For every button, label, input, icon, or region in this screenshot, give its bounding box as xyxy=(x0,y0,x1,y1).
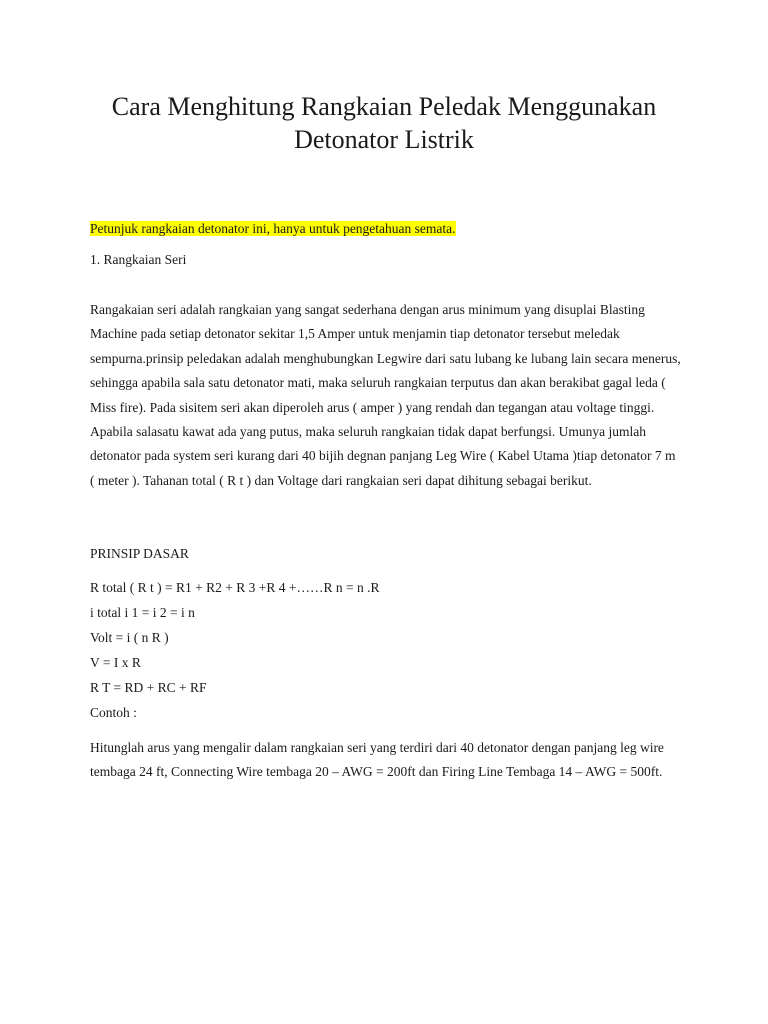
formula-list xyxy=(90,575,379,725)
highlighted-notice: Petunjuk rangkaian detonator ini, hanya untuk pengetahuan semata. xyxy=(90,221,456,236)
title-line-2: Detonator Listrik xyxy=(294,125,474,154)
notice-line xyxy=(90,220,456,238)
formula-line: V = I x R xyxy=(90,655,141,670)
page-title xyxy=(60,90,708,156)
formula-line: Volt = i ( n R ) xyxy=(90,630,169,645)
prinsip-dasar-heading: PRINSIP DASAR xyxy=(90,546,189,561)
example-label: Contoh : xyxy=(90,705,137,720)
paragraph-example: Hitunglah arus yang mengalir dalam rangkaian seri yang terdiri dari 40 detonator dengan panjang leg wire tembaga 24 ft, Connecting Wire tembaga 20 – AWG = 200ft dan Firing Line Tembaga 14 – AWG = 500ft. xyxy=(90,740,664,780)
formula-line: R total ( R t ) = R1 + R2 + R 3 +R 4 +……R n = n .R xyxy=(90,580,380,595)
paragraph-series-circuit: Rangakaian seri adalah rangkaian yang sangat sederhana dengan arus minimum yang disuplai Blasting Machine pada setiap detonator sekitar 1,5 Amper untuk menjamin tiap detonator tersebut meledak sempurna.prinsip peledakan adalah menghubungkan Legwire dari satu lubang ke lubang lain secara menerus, sehingga apabila sala satu detonator mati, maka seluruh rangkaian terputus dan akan berakibat gagal leda ( Miss fire). Pada sisitem seri akan diperoleh arus ( amper ) yang rendah dan tegangan atau voltage tinggi. Apabila salasatu kawat ada yang putus, maka seluruh rangkaian tidak dapat berfungsi. Umunya jumlah detonator pada system seri kurang dari 40 bijih degnan panjang Leg Wire ( Kabel Utama )tiap detonator 7 m ( meter ). Tahanan total ( R t ) dan Voltage dari rangkaian seri dapat dihitung sebagai berikut. xyxy=(90,302,681,488)
title-line-1: Cara Menghitung Rangkaian Peledak Menggunakan xyxy=(111,92,657,121)
formula-line: i total i 1 = i 2 = i n xyxy=(90,605,195,620)
formula-line: R T = RD + RC + RF xyxy=(90,680,207,695)
section-heading: 1. Rangkaian Seri xyxy=(90,252,187,267)
